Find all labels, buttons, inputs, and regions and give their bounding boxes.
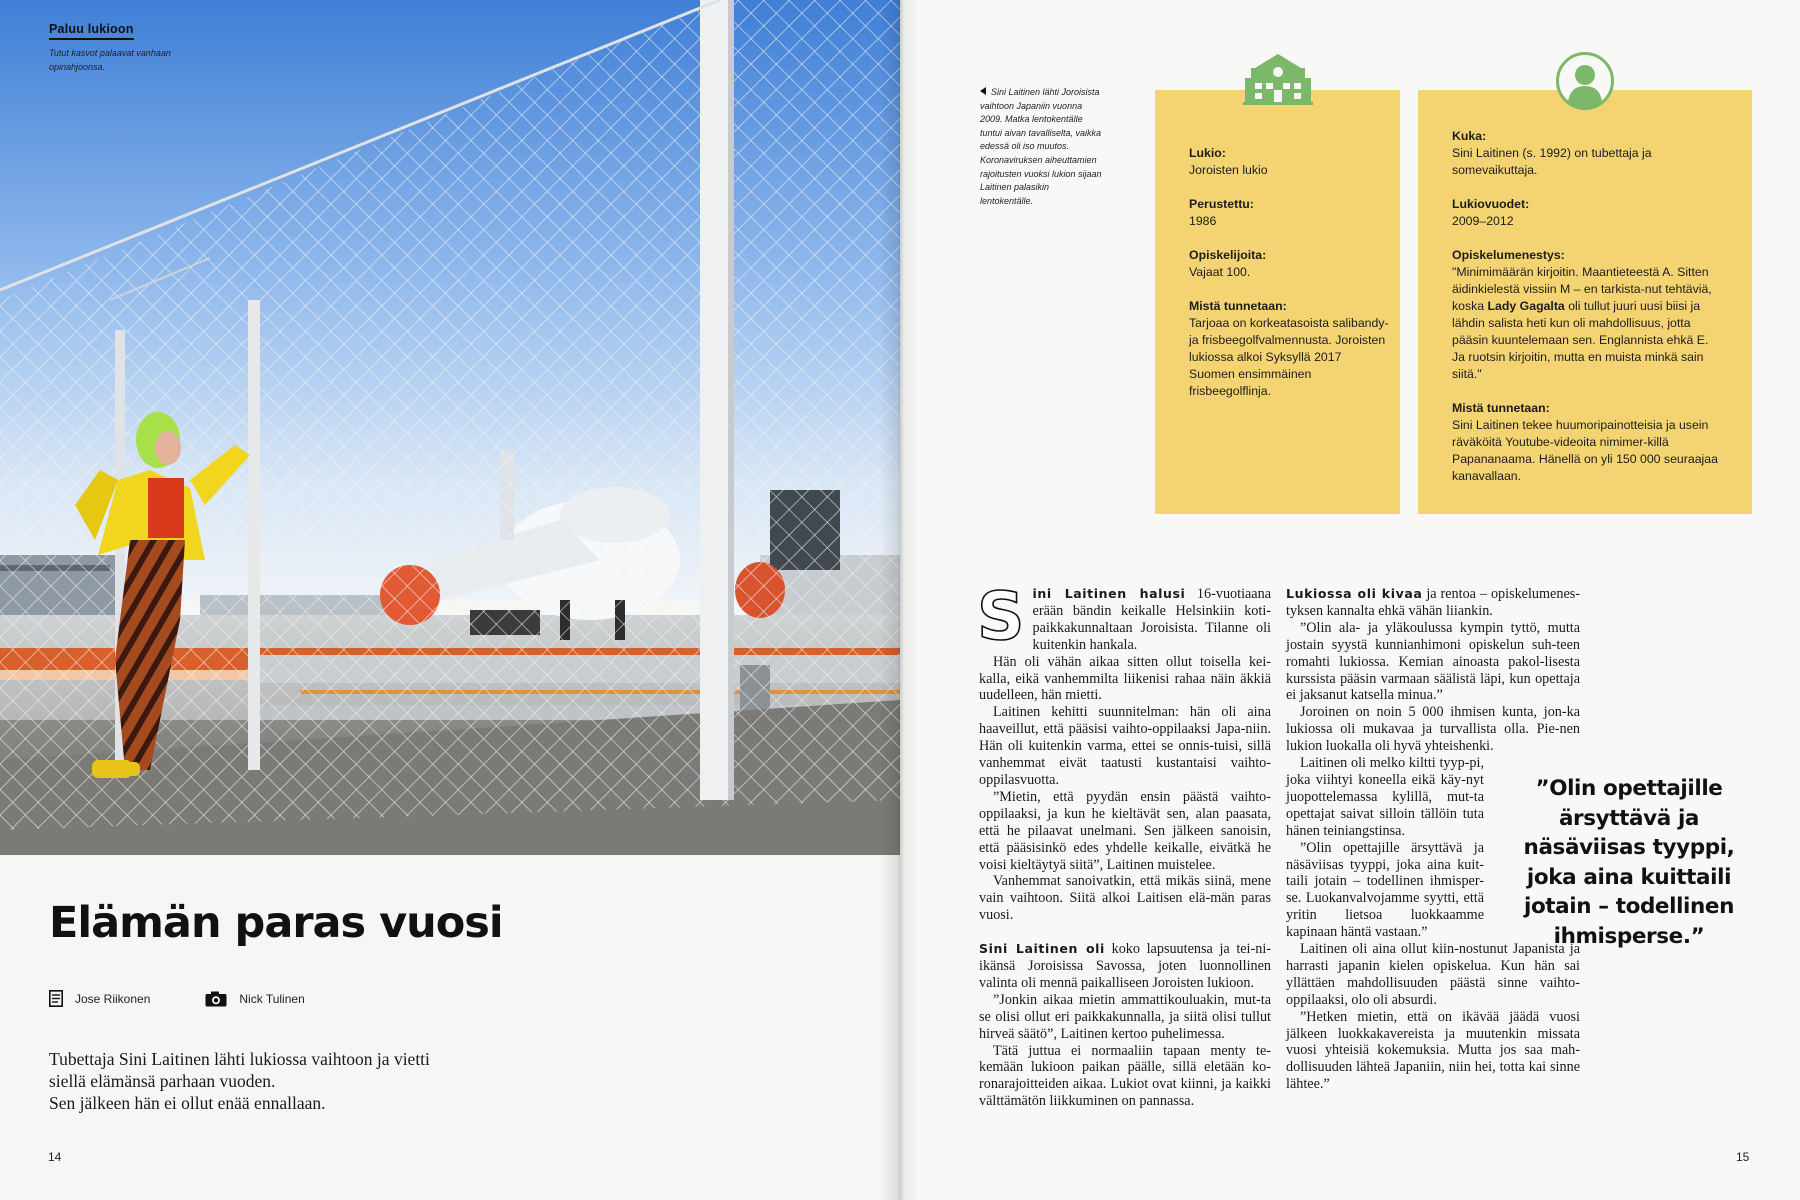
body-paragraph: Laitinen oli melko kiltti tyyp-pi, joka viihtyi koneella eikä käy-nyt juopottelemassa kylillä, mut-ta opettajat saivat silloin tällöin tuta hänen teiniangstinsa. (1286, 755, 1484, 839)
photo-caption (980, 86, 1102, 208)
info-label: Perustettu: (1189, 197, 1254, 211)
paragraph-text: koko lapsuutensa ja tei-ni-ikänsä Joroisissa Savossa, joten luonnollinen valinta oli mennä paikalliseen Joroisten lukioon. (979, 941, 1271, 991)
page-number-left: 14 (48, 1150, 62, 1164)
body-paragraph (1286, 586, 1580, 620)
info-value: 2009–2012 (1452, 214, 1514, 228)
body-paragraph: Vanhemmat sanoivatkin, että mikäs siinä, mene vain vaihtoon. Siitä alkoi Laitisen elä-män paras vuosi. (979, 873, 1271, 924)
section-tag (49, 20, 209, 74)
body-paragraph: ”Mietin, että pyydän ensin päästä vaihto-oppilaaksi, ja kun he kieltävät sen, alan paasata, että he pilaavat unelmani. Sen jälkeen sanoisin, että pääsisinkö edes yhdelle keikalle, eivätkä he voisi kieltäytyä siitä”, Laitinen muistelee. (979, 788, 1271, 873)
camera-icon (205, 991, 227, 1007)
pull-quote: ”Olin opettajille ärsyttävä ja näsäviisas tyyppi, joka aina kuittaili jotain – todellinen ihmisperse.” (1523, 776, 1735, 949)
lead-paragraph (49, 1048, 519, 1114)
person-avatar-icon (1556, 52, 1614, 110)
quote-text: oli tullut juuri uusi biisi ja lähdin salista heti kun oli mahdollisuus, jotta pääsin kuuntelemaan sen. Englannista ehkä E. Ja ruotsin kirjoitin, mutta en muista minkä sain siitä." (1452, 299, 1709, 381)
body-paragraph: Hän oli vähän aikaa sitten ollut toisella kei-kalla, eikä vanhemmilta liikenisi rahaa näin äkkiä uudelleen, hän mietti. (979, 653, 1271, 704)
school-building-icon (1243, 52, 1313, 106)
info-item (1189, 196, 1389, 230)
info-value: Sini Laitinen tekee huumoripainotteisia ja usein räväköitä Youtube-videoita nimimer-killä Papananaama. Hänellä on yli 150 000 seuraajaa kanavallaan. (1452, 418, 1718, 483)
school-info-list (1189, 145, 1389, 417)
lead-line: siellä elämänsä parhaan vuoden. (49, 1071, 276, 1091)
info-item (1452, 400, 1724, 485)
info-label: Lukiovuodet: (1452, 197, 1530, 211)
info-label: Opiskelumenestys: (1452, 248, 1565, 262)
info-value (1452, 264, 1724, 383)
paragraph-text: ja rentoa – opiskelumenes-tyksen kannalta ehkä vähän liiankin. (1286, 586, 1580, 619)
paragraph-text: 16-vuotiaana erään bändin keikalle Helsinkiin koti-paikkakunnaltaan Joroisista. Tilanne oli kuitenkin hankala. (1032, 586, 1271, 653)
info-item (1452, 128, 1724, 179)
info-value: Vajaat 100. (1189, 265, 1251, 279)
article-headline: Elämän paras vuosi (49, 898, 503, 948)
writer-credit (49, 990, 150, 1007)
lead-in: Sini Laitinen oli (979, 941, 1105, 957)
section-subtitle: Tutut kasvot palaavat vanhaan opinahjoonsa. (49, 48, 171, 72)
lead-line: Sen jälkeen hän ei ollut enää ennallaan. (49, 1093, 326, 1113)
info-item (1189, 247, 1389, 281)
info-value: Joroisten lukio (1189, 163, 1268, 177)
body-paragraph: Laitinen oli aina ollut kiin-nostunut Japanista ja harrasti japanin kielen opiskelua. Kun hän sai yllättäen mahdollisuuden päästä sinne vaihto-oppilaaksi, olo oli absurdi. (1286, 941, 1580, 1008)
info-item (1189, 145, 1389, 179)
caption-arrow-icon (980, 87, 986, 95)
document-icon (49, 990, 63, 1007)
photographer-name: Nick Tulinen (239, 991, 305, 1006)
person-info-box (1418, 90, 1752, 514)
drop-cap: S (977, 578, 1025, 655)
info-label: Mistä tunnetaan: (1452, 401, 1550, 415)
person-info-list (1452, 128, 1724, 502)
body-paragraph (979, 941, 1271, 992)
quote-bold-name: Lady Gagalta (1487, 299, 1565, 313)
info-value: Sini Laitinen (s. 1992) on tubettaja ja somevaikuttaja. (1452, 146, 1652, 177)
page-number-right: 15 (1736, 1150, 1750, 1164)
info-label: Kuka: (1452, 129, 1487, 143)
writer-name: Jose Riikonen (75, 991, 151, 1006)
info-label: Mistä tunnetaan: (1189, 299, 1287, 313)
body-paragraph: Tätä juttua ei normaaliin tapaan menty te-kemään lukioon paikan päälle, sillä eletään ko-ronarajoitteiden aikaa. Lukiot ovat kiinni, ja kaikki välttämätön liikkuminen on pannassa. (979, 1042, 1271, 1110)
info-value: Tarjoaa on korkeatasoista salibandy- ja frisbeegolfvalmennusta. Joroisten lukiossa alkoi Syksyllä 2017 Suomen ensimmäinen frisbeegolflinja. (1189, 316, 1389, 398)
body-paragraph: ”Jonkin aikaa mietin ammattikouluakin, mut-ta se olisi ollut eri paikkakunnalla, ja siitä olisi tullut hirveä säätö”, Laitinen kertoo puhelimessa. (979, 991, 1271, 1042)
info-label: Lukio: (1189, 146, 1226, 160)
body-paragraph: Joroinen on noin 5 000 ihmisen kunta, jon-ka lukiossa oli mukavaa ja turvallista olla. Pie-nen lukion luokalla oli hyvä yhteishenki. (1286, 704, 1580, 755)
caption-text: Sini Laitinen lähti Joroisista vaihtoon Japaniin vuonna 2009. Matka lentokentälle tuntui aivan tavalliselta, vaikka edessä oli iso muutos. Koronaviruksen aiheuttamien rajoitusten vuoksi lukion sijaan Laitinen palasikin lentokentälle. (980, 87, 1102, 206)
info-label: Opiskelijoita: (1189, 248, 1267, 262)
photographer-credit (205, 991, 304, 1007)
school-info-box (1155, 90, 1400, 514)
lead-line: Tubettaja Sini Laitinen lähti lukiossa vaihtoon ja vietti (49, 1049, 430, 1069)
info-item (1189, 298, 1389, 400)
body-paragraph: ”Olin ala- ja yläkoulussa kympin tyttö, mutta jostain syystä kunnianhimoni opiskelun suh-teen romahti lukiossa. Kemian ainoasta pakol-lisesta kurssista pääsin varmaan säälistä läpi, kun opettaja ei jaksanut katsella minua.” (1286, 619, 1580, 704)
quote-text: "Minimimäärän kirjoitin. Maantieteestä A. Sitten äidinkielestä vissiin M – en tarkista-nut tehtäviä, koska (1452, 265, 1712, 313)
lead-in: Lukiossa oli kivaa (1286, 586, 1423, 601)
body-paragraph: Laitinen kehitti suunnitelman: hän oli aina haaveillut, että pääsisi vaihto-oppilaaksi Japa-niin. Hän oli kuitenkin varma, ettei se onnis-tuisi, sillä vanhemmat eivät taatusti kustantaisi vaihto-oppilasvuotta. (979, 704, 1271, 788)
info-item (1452, 196, 1724, 230)
body-paragraph: ”Hetken mietin, että on ikävää jäädä vuosi jälkeen luokkakavereista ja muutenkin missata vuosi yhteisiä kokemuksia. Mutta jos saa mah-dollisuuden lähteä Japaniin, niin hei, totta kai sinne lähtee.” (1286, 1008, 1580, 1093)
info-value: 1986 (1189, 214, 1217, 228)
info-item (1452, 247, 1724, 383)
article-column-1 (977, 578, 1271, 1110)
byline (49, 990, 360, 1007)
body-paragraph: ”Olin opettajille ärsyttävä ja näsäviisas tyyppi, joka aina kuit-taili jotain – todellinen ihmisper-se. Luokanvalvojamme syytti, että yritin lietsoa luokkaamme kapinaan häntä vastaan.” (1286, 839, 1484, 941)
section-title: Paluu lukioon (49, 22, 134, 40)
hero-photo (0, 0, 900, 855)
lead-in: ini Laitinen halusi (1032, 586, 1186, 601)
